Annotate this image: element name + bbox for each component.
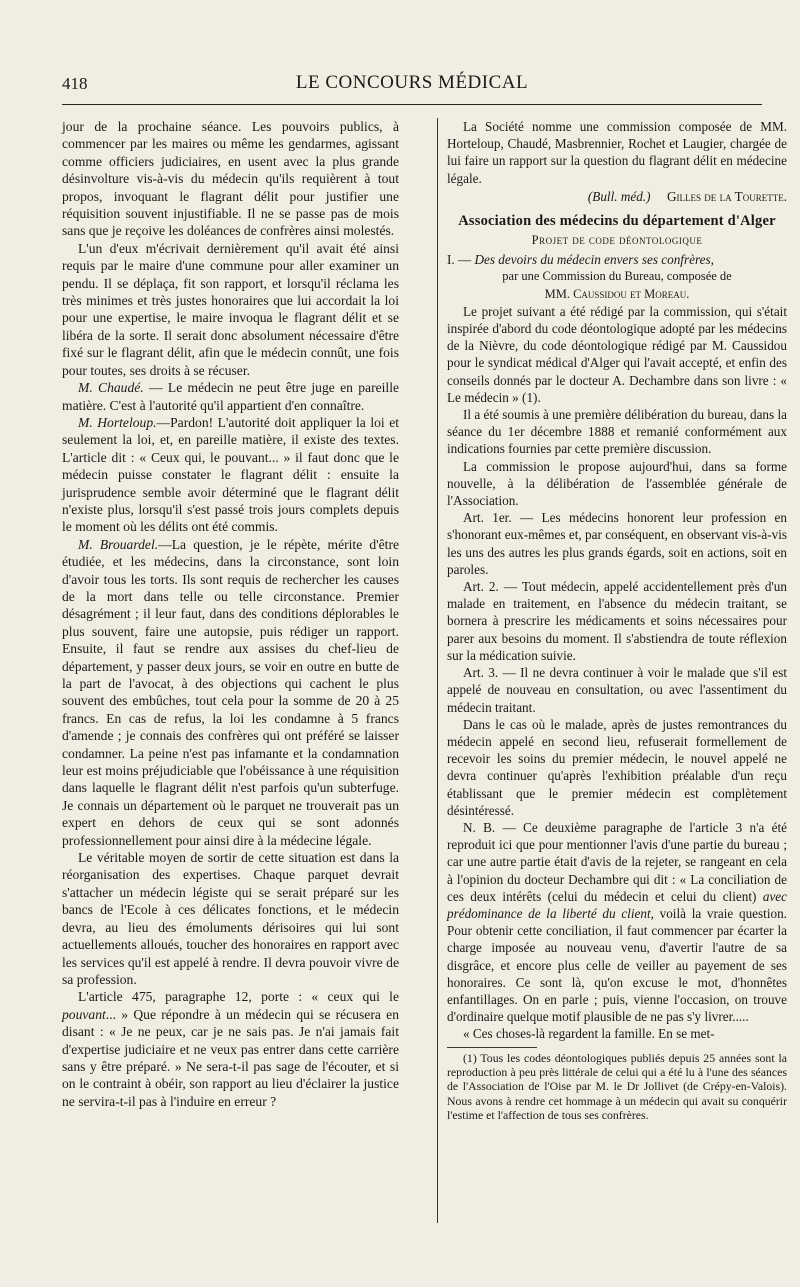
page-header xyxy=(62,72,762,102)
author-signature: Gilles de la Tourette. xyxy=(666,188,787,204)
footnote: (1) Tous les codes déontologiques publiés depuis 25 années sont la reproduction à peu près littérale de celui qui a été lu à l'une des séances de l'Association de l'Oise par M. le Dr Jollivet (de Crépy-en-Valois). Nous avons à rendre cet hommage à un médecin qui avait su conquérir l'estime et l'affection de tous ses confrères. xyxy=(447,1050,787,1123)
right-column xyxy=(447,118,787,1123)
section-title: Association des médecins du département d'Alger xyxy=(458,213,776,230)
chapter-number: I. — xyxy=(447,252,475,268)
left-paragraph-brouardel xyxy=(62,536,399,849)
article-1: Art. 1er. — Les médecins honorent leur profession en s'honorant eux-mêmes et, par conséquent, en observant vis-à-vis les uns des autres les plus grands égards, soit en actions, soit en paroles. xyxy=(447,510,787,577)
article-475-lead: L'article 475, paragraphe 12, porte : « ceux qui le xyxy=(78,989,399,1005)
right-paragraph-3: Il a été soumis à une première délibération du bureau, dans la séance du 1er décembre 1888 et remanié conformément aux indications fournies par cette première discussion. xyxy=(447,407,787,457)
footnote-rule xyxy=(447,1047,537,1048)
nota-bene-emphasis: avec prédominance de la liberté du client xyxy=(447,888,787,921)
speaker-horteloup: M. Horteloup. xyxy=(78,414,157,430)
right-paragraph-7: « Ces choses-là regardent la famille. En se met- xyxy=(463,1026,715,1042)
left-paragraph-1: jour de la prochaine séance. Les pouvoirs publics, à commencer par les maires ou même les gendarmes, agissant comme officiers judiciaires, en usent avec la plus grande désinvolture vis-à-vis du médecin qu'ils requièrent à tout propos, invoquant le flagrant délit pour justifier une réquisition souvent injustifiable. Il ne se passe pas de mois sans que je reçoive les doléances de confrères ainsi molestés. xyxy=(62,119,399,239)
commission-line-2: MM. Caussidou et Moreau. xyxy=(544,286,690,301)
article-475-rest: ... » Que répondre à un médecin qui se récusera en disant : « Je ne peux, car je ne sais pas. Je n'ai jamais fait d'expertise judiciaire et ne veux pas entrer dans cette carrière sans y être préparé. » Ne sera-t-il pas sage de l'écouter, et si on le contraint à obéir, son rapport au lieu d'éclairer la justice ne servira-t-il pas à l'induire en erreur ? xyxy=(62,1006,399,1109)
article-475-emphasis: pouvant xyxy=(62,1006,106,1022)
chapter-title: Des devoirs du médecin envers ses confrères, xyxy=(474,252,714,268)
left-column xyxy=(62,118,399,1110)
commission-line-1: par une Commission du Bureau, composée de xyxy=(502,269,732,284)
right-paragraph-2: Le projet suivant a été rédigé par la commission, qui s'était inspirée d'abord du code déontologique adopté par les médecins de la Nièvre, du code déontologique rédigé par M. Caussidou pour le syndicat médical d'Alger qui l'avait accepté, et enfin des conseils donnés par le docteur A. Dechambre dans son livre : « Le médecin » (1). xyxy=(447,303,787,405)
right-paragraph-4: La commission le propose aujourd'hui, dans sa forme nouvelle, à la délibération de l'assemblée générale de l'Association. xyxy=(447,458,787,509)
speech-brouardel: —La question, je le répète, mérite d'être étudiée, et les médecins, dans la circonstance, sont loin d'avoir tous les torts. Ils sont requis de rechercher les causes de la mort dans telle ou telle circonstance. Premier désagrément ; il leur faut, dans des conditions déplorables le plus souvent, faire une autopsie, puis rédiger un rapport. Ensuite, il faut se rendre aux assises du chef-lieu de département, y passer deux jours, se voir en outre en butte de la part de l'avocat, à des objections qui cachent le plus souvent des embûches, tout cela pour la somme de 20 à 25 francs. En cas de refus, la loi les condamne à 5 francs d'amende ; je connais des confrères qui ont préféré se laisser condamner. La peine n'est pas infamante et la condamnation leur est moins préjudiciable que l'obéissance à une réquisition dans laquelle le flagrant délit n'est parfois qu'un subterfuge. Je connais un département où le parquet ne trouverait pas un expert en dehors de ceux qui se sont adonnés professionnellement pour ainsi dire à la médecine légale. xyxy=(62,536,399,848)
chapter-heading xyxy=(447,251,787,268)
right-paragraph-1: La Société nomme une commission composée de MM. Horteloup, Chaudé, Masbrennier, Rochet et Laugier, chargée de lui faire un rapport sur la question du flagrant délit en médecine légale. xyxy=(447,119,787,186)
section-subtitle: Projet de code déontologique xyxy=(531,233,703,248)
article-2: Art. 2. — Tout médecin, appelé accidentellement près d'un malade en traitement, en l'absence du médecin traitant, se bornera à prescrire les médicaments et soins nécessaires pour parer aux besoins du moment. Il s'abstiendra de toute réflexion sur la médication suivie. xyxy=(447,579,787,663)
nota-bene-lead: N. B. — Ce deuxième paragraphe de l'article 3 n'a été reproduit ici que pour mentionner l'avis d'une partie du bureau ; car une autre partie était d'avis de la rejeter, se rangeant en cela à l'opinion du docteur Dechambre qui dit : « La conciliation de ces deux intérêts (celui du médecin et celui du client) xyxy=(447,819,787,904)
speech-horteloup: —Pardon! L'autorité doit appliquer la loi et seulement la loi, et, en pareille matière, il existe des textes. L'article dit : « Ceux qui, le pouvant... » il faut donc que le médecin puisse constater le flagrant délit : ensuite la jurisprudence semble avoir déterminé que le flagrant délit n'existe plus, lorsqu'il s'est passé trois jours complets depuis le moment où les délits ont été commis. xyxy=(62,414,400,535)
column-divider xyxy=(437,118,438,1223)
header-rule xyxy=(62,104,762,105)
article-3: Art. 3. — Il ne devra continuer à voir le malade que s'il est appelé de nouveau en consultation, ou avec l'assentiment du médecin traitant. xyxy=(447,665,787,715)
source-line xyxy=(447,188,787,205)
speaker-chaude: M. Chaudé. xyxy=(78,380,144,396)
right-paragraph-5: Dans le cas où le malade, après de justes remontrances du médecin appelé en second lieu, refuserait formellement de recevoir les soins du premier médecin, le nouvel appelé ne devra continuer qu'après l'exhibition préalable d'un reçu établissant que le premier médecin est complètement désintéressé. xyxy=(447,716,787,818)
speaker-brouardel: M. Brouardel. xyxy=(78,536,159,552)
left-paragraph-2: L'un d'eux m'écrivait dernièrement qu'il avait été ainsi requis par le maire d'une commune pour aller examiner un pendu. Il se déplaça, fit son rapport, et lorsqu'il réclama les très minimes et très justes honoraires que lui accordait la loi pour une expertise, le maire invoqua le flagrant délit et se libéra de la sorte. Il serait donc absolument nécessaire d'être fixé sur le flagrant délit, afin que le médecin connût, une fois pour toutes, ses droits à se récuser. xyxy=(62,240,399,378)
journal-title: LE CONCOURS MÉDICAL xyxy=(295,72,529,93)
nota-bene-rest: , voilà la vraie question. Pour obtenir cette conciliation, il faut commencer par écarter la charge imposée au nouveau venu, d'avertir l'autre de sa disgrâce, et encore plus celle de veiller au payement de ses honoraires. Ce sont là, qu'on excuse le mot, d'honnêtes enfantillages. On en parle ; puis, vienne l'occasion, on trouve d'ordinaire quelque motif plausible de ne pas s'y livrer..... xyxy=(447,905,787,1025)
left-paragraph-6: Le véritable moyen de sortir de cette situation est dans la réorganisation des expertises. Chaque parquet devrait s'attacher un médecin légiste qui se serait préparé sur les bancs de l'Ecole à ces délicates fonctions, et le médecin devra, au lieu des émoluments dérisoires qui lui sont actuellements alloués, toucher des honoraires en rapport avec les services qu'il est appelé à rendre. Il devra pouvoir vivre de sa profession. xyxy=(62,850,399,987)
source-citation: (Bull. méd.) xyxy=(587,188,651,204)
left-paragraph-7 xyxy=(62,988,399,1110)
page-number: 418 xyxy=(62,74,88,93)
speech-chaude: — Le médecin ne peut être juge en pareille matière. C'est à l'autorité qu'il appartient d'en connaître. xyxy=(62,380,400,413)
nota-bene xyxy=(447,819,787,1025)
left-paragraph-chaude xyxy=(62,379,399,414)
left-paragraph-horteloup xyxy=(62,414,399,536)
